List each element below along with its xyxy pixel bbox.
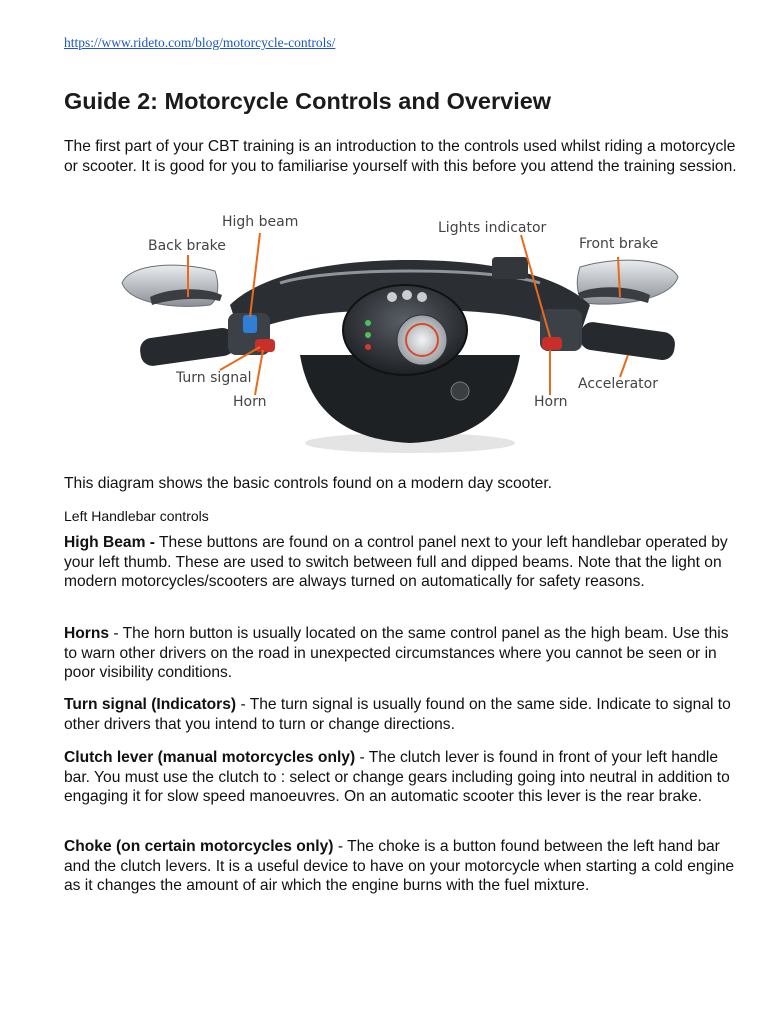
item-text: - The turn signal is usually found on the same side. Indicate to signal to other drivers that you intend to turn or change directions. [64, 696, 731, 733]
intro-paragraph: The first part of your CBT training is an introduction to the controls used whilst riding a motorcycle or scooter. It is good for you to familiarise yourself with this before you attend the training session. [64, 138, 737, 175]
item-term: Choke (on certain motorcycles only) [64, 838, 334, 855]
item-term: High Beam - [64, 534, 155, 551]
item-term: Clutch lever (manual motorcycles only) [64, 749, 356, 766]
label-accelerator: Accelerator [578, 376, 658, 392]
item-term: Horns [64, 625, 110, 642]
label-horn-left: Horn [233, 394, 267, 410]
source-link[interactable]: https://www.rideto.com/blog/motorcycle-controls/ [64, 35, 336, 50]
item-text: - The horn button is usually located on the same control panel as the high beam. Use this to warn other drivers on the road in unexpected circumstances where you cannot be seen or in poor visibility conditions. [64, 625, 729, 681]
item-high-beam [64, 533, 744, 592]
item-term: Turn signal (Indicators) [64, 696, 237, 713]
label-high-beam: High beam [222, 214, 299, 230]
high-beam-button [243, 315, 257, 333]
item-clutch-lever [64, 748, 744, 807]
item-text: These buttons are found on a control panel next to your left handlebar operated by your left thumb. These are used to switch between full and dipped beams. Note that the light on modern motorcycles/scooters are always turned on automatically for safety reasons. [64, 534, 728, 590]
label-lights-indicator: Lights indicator [438, 220, 547, 236]
label-turn-signal: Turn signal [176, 370, 252, 386]
ignition [451, 382, 469, 400]
item-horns [64, 624, 744, 683]
section-heading: Left Handlebar controls [64, 508, 209, 524]
label-front-brake: Front brake [579, 236, 659, 252]
speedometer [397, 315, 447, 365]
horn-button-left [255, 339, 275, 352]
horn-button-right [542, 337, 562, 350]
label-back-brake: Back brake [148, 238, 226, 254]
left-grip [139, 326, 237, 367]
lights-indicator-unit [492, 257, 528, 279]
scooter-controls-diagram [110, 205, 690, 460]
page-title: Guide 2: Motorcycle Controls and Overview [64, 88, 552, 114]
item-turn-signal [64, 695, 744, 734]
label-horn-right: Horn [534, 394, 568, 410]
item-text: - The clutch lever is found in front of your left handle bar. You must use the clutch to : select or change gears including going into neutral in addition to engaging it for slow speed manoeuvres. On an automatic scooter this lever is the rear brake. [64, 749, 730, 805]
item-choke [64, 837, 744, 896]
diagram-caption: This diagram shows the basic controls found on a modern day scooter. [64, 475, 552, 492]
item-text: - The choke is a button found between the left hand bar and the clutch levers. It is a useful device to have on your motorcycle when starting a cold engine as it changes the amount of air which the engine burns with the fuel mixture. [64, 838, 735, 894]
